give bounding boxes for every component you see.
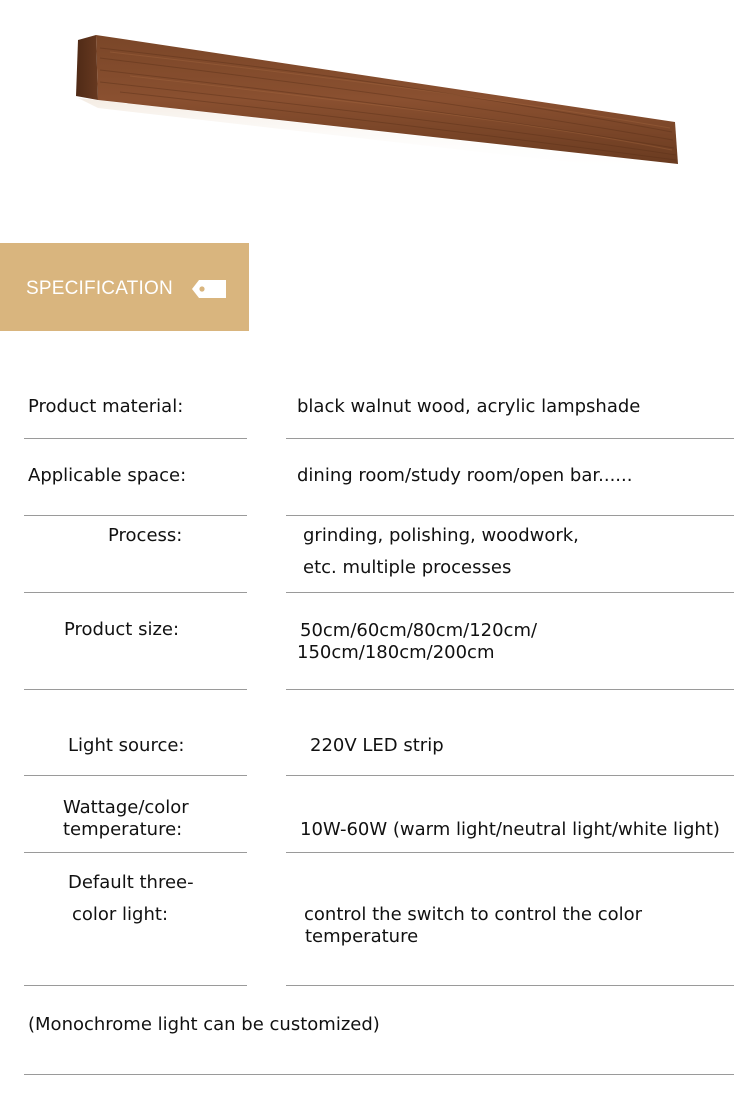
divider [24,1074,734,1075]
divider [286,592,734,593]
divider [24,852,247,853]
spec-label-process: Process: [108,525,183,546]
specification-title: SPECIFICATION [26,278,173,299]
divider [24,515,247,516]
spec-value-wattage: 10W-60W (warm light/neutral light/white light) [300,819,720,840]
divider [286,852,734,853]
spec-value-space: dining room/study room/open bar...... [297,465,633,486]
spec-value-size-line2: 150cm/180cm/200cm [297,642,495,663]
spec-value-light-source: 220V LED strip [310,735,444,756]
spec-label-wattage-line2: temperature: [63,819,183,840]
spec-value-default-line2: temperature [305,926,419,947]
divider [24,775,247,776]
spec-label-size: Product size: [64,619,180,640]
divider [286,438,734,439]
divider [24,985,247,986]
divider [286,515,734,516]
divider [24,438,247,439]
spec-label-default-line1: Default three- [68,872,194,893]
spec-value-process-line2: etc. multiple processes [303,557,512,578]
customization-note: (Monochrome light can be customized) [28,1014,380,1035]
divider [286,985,734,986]
divider [24,689,247,690]
spec-value-material: black walnut wood, acrylic lampshade [297,396,641,417]
spec-value-size-line1: 50cm/60cm/80cm/120cm/ [300,620,538,641]
spec-value-process-line1: grinding, polishing, woodwork, [303,525,579,546]
spec-label-light-source: Light source: [68,735,185,756]
divider [286,775,734,776]
spec-label-material: Product material: [28,396,184,417]
walnut-lamp-image [0,0,750,200]
divider [24,592,247,593]
tag-icon [192,280,226,298]
spec-label-default-line2: color light: [72,904,169,925]
spec-label-space: Applicable space: [28,465,187,486]
spec-label-wattage-line1: Wattage/color [63,797,189,818]
spec-value-default-line1: control the switch to control the color [304,904,643,925]
divider [286,689,734,690]
